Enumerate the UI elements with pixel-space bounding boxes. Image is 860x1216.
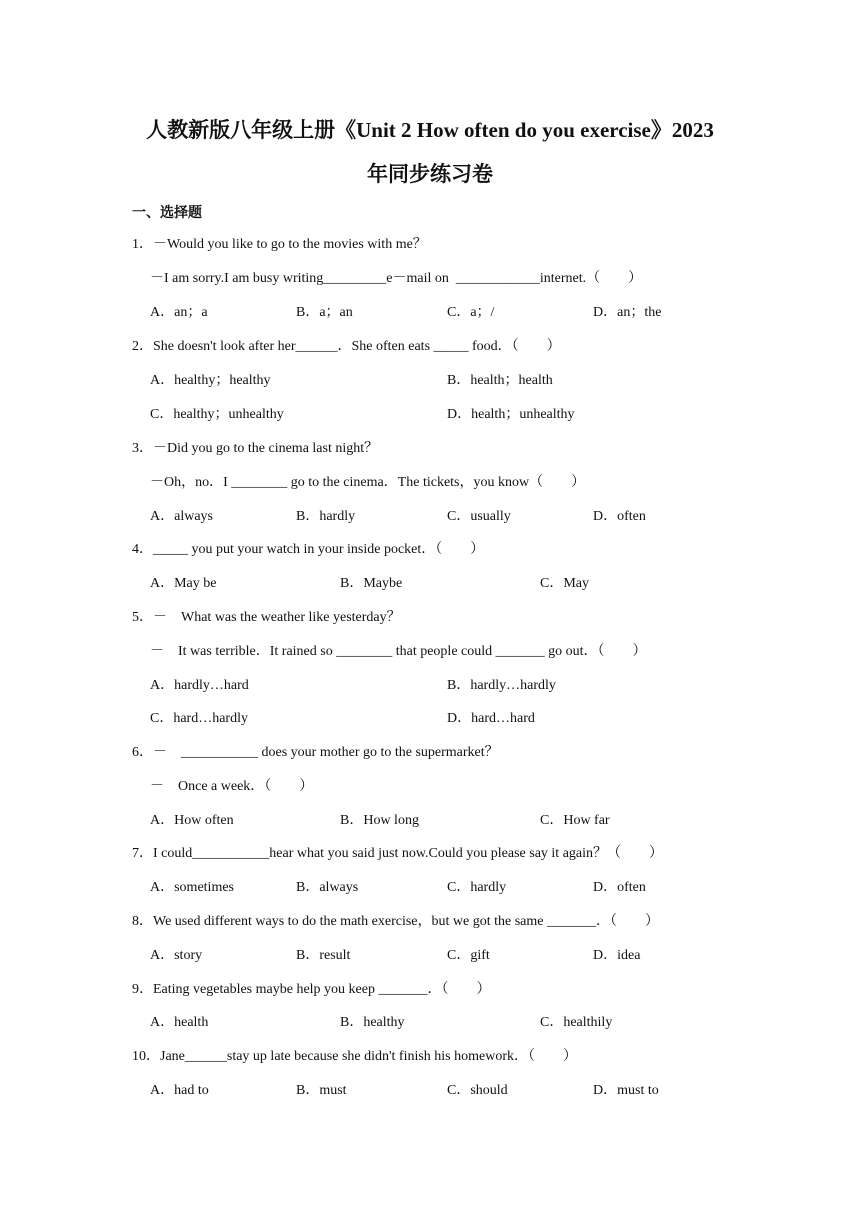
question-4-stem: 4．_____ you put your watch in your inside pocket．（ ） [132,542,485,557]
question-9-option-b: B．healthy [340,1015,405,1030]
question-10-options [150,1080,770,1102]
question-2-option-c: C．healthy；unhealthy [150,407,284,422]
question-2-option-a: A．healthy；healthy [150,373,271,388]
question-6-option-b: B．How long [340,813,419,828]
question-3-option-c: C．usually [447,509,511,524]
question-9-option-a: A．health [150,1015,209,1030]
question-6-options [150,810,770,832]
question-8-option-c: C．gift [447,948,490,963]
question-3-stem: 3．－Did you go to the cinema last night？ [132,441,379,456]
section-heading: 一、选择题 [132,206,202,221]
question-2-option-d: D．health；unhealthy [447,407,575,422]
question-8-option-b: B．result [296,948,351,963]
question-4-options [150,573,770,595]
question-5-options-row-2 [150,708,770,730]
question-7-option-a: A．sometimes [150,880,234,895]
question-3-stem-line-2: －Oh，no．I ________ go to the cinema．The tickets，you know（ ） [150,475,586,490]
question-8-options [150,945,770,967]
question-7-options [150,877,770,899]
question-1-stem: 1．－Would you like to go to the movies with me？ [132,237,427,252]
question-9-options [150,1012,770,1034]
question-8-option-a: A．story [150,948,203,963]
question-5-option-c: C．hard…hardly [150,711,248,726]
question-3-options [150,506,770,528]
question-7-stem: 7．I could___________hear what you said just now.Could you please say it again？（ ） [132,846,664,861]
question-1-option-a: A．an；a [150,305,208,320]
question-9-stem: 9．Eating vegetables maybe help you keep _______．（ ） [132,982,491,997]
document-title-line-1: 人教新版八年级上册《Unit 2 How often do you exercise》2023 [146,118,714,142]
question-8-option-d: D．idea [593,948,641,963]
question-2-stem: 2．She doesn't look after her______．She often eats _____ food．（ ） [132,339,561,354]
question-8-stem: 8．We used different ways to do the math exercise，but we got the same _______．（ ） [132,914,659,929]
question-1-option-c: C．a；/ [447,305,495,320]
question-5-option-d: D．hard…hard [447,711,535,726]
question-10-option-a: A．had to [150,1083,209,1098]
question-1-option-b: B．a；an [296,305,353,320]
question-10-option-c: C．should [447,1083,508,1098]
question-7-option-c: C．hardly [447,880,507,895]
question-2-options-row-2 [150,404,770,426]
question-6-option-a: A．How often [150,813,234,828]
question-5-options-row-1 [150,675,770,697]
question-6-stem: 6．－ ___________ does your mother go to the supermarket？ [132,745,499,760]
question-3-option-b: B．hardly [296,509,356,524]
question-3-option-a: A．always [150,509,213,524]
question-10-option-b: B．must [296,1083,347,1098]
question-9-option-c: C．healthily [540,1015,613,1030]
question-5-option-a: A．hardly…hard [150,678,249,693]
question-1-option-d: D．an；the [593,305,662,320]
question-10-option-d: D．must to [593,1083,659,1098]
question-5-stem: 5．－ What was the weather like yesterday？ [132,610,401,625]
question-4-option-a: A．May be [150,576,217,591]
question-4-option-b: B．Maybe [340,576,403,591]
question-5-option-b: B．hardly…hardly [447,678,556,693]
question-5-stem-line-2: － It was terrible．It rained so ________ that people could _______ go out．（ ） [150,644,647,659]
question-2-option-b: B．health；health [447,373,553,388]
question-6-stem-line-2: － Once a week．（ ） [150,779,314,794]
question-1-options [150,302,770,324]
question-10-stem: 10．Jane______stay up late because she didn't finish his homework．（ ） [132,1049,578,1064]
question-4-option-c: C．May [540,576,589,591]
document-title-line-2: 年同步练习卷 [367,162,493,186]
question-3-option-d: D．often [593,509,646,524]
question-6-option-c: C．How far [540,813,610,828]
question-7-option-b: B．always [296,880,359,895]
question-2-options-row-1 [150,370,770,392]
question-7-option-d: D．often [593,880,646,895]
question-1-stem-line-2: －I am sorry.I am busy writing_________e－mail on ____________internet.（ ） [150,271,643,286]
